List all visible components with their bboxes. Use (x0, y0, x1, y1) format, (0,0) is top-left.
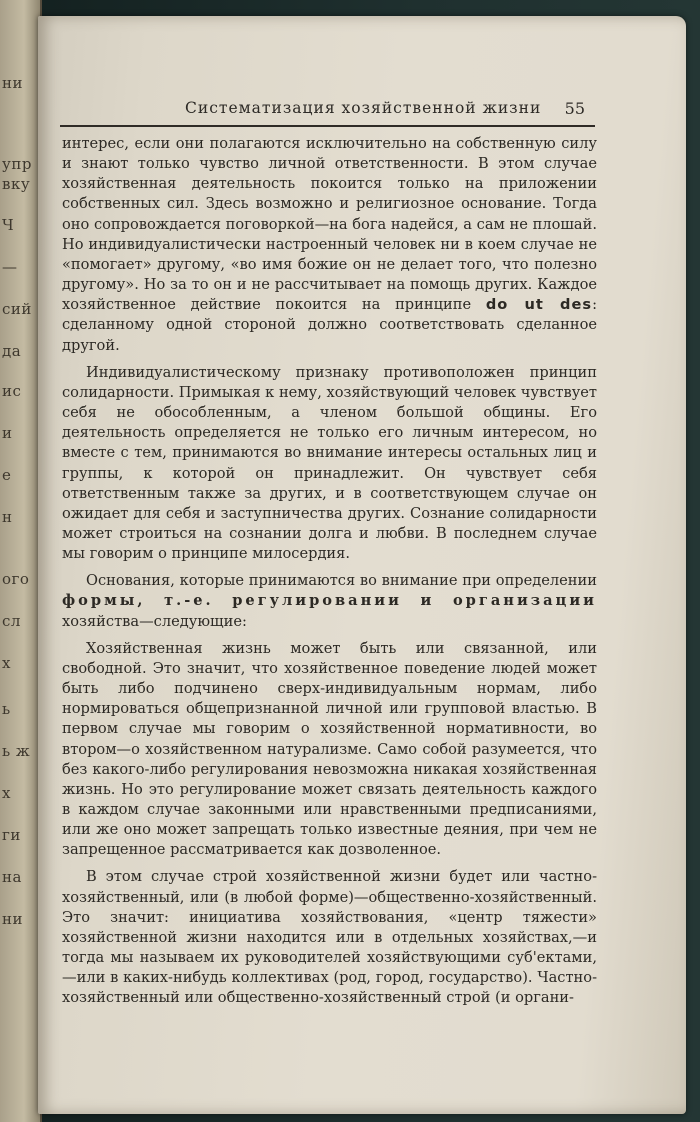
facing-page-fragment: х (2, 654, 11, 672)
body-text (62, 134, 597, 1016)
paragraph: Индивидуалистическому признаку противоположен принцип солидарности. Примыкая к нему, хозяйствующий человек чувствует себя не обособленным, а членом большой общины. Его деятельность определяется не только его личным интересом, но вместе с тем, принимаются во внимание интересы остальных лиц и группы, к которой он принадлежит. Он чувствует себя ответственным также за других, и в соответствующем случае он ожидает для себя и заступничества других. Сознание солидарности может строиться на сознании долга и любви. В последнем случае мы говорим о принципе милосердия. (62, 363, 598, 563)
facing-page-fragment: на (2, 868, 22, 886)
paragraph-text: хозяйства—следующие: (62, 612, 247, 630)
paragraph (62, 571, 597, 631)
facing-page-fragment: сл (2, 612, 21, 630)
facing-page-fragment: н (2, 508, 13, 526)
facing-page-fragment: е (2, 466, 12, 484)
facing-page-fragment: ого (2, 570, 30, 588)
running-header (60, 85, 595, 127)
paragraph-text: : сделанному одной стороной должно соответствовать сделанное другой. (62, 296, 597, 354)
paragraph: В этом случае строй хозяйственной жизни будет или частно-хозяйственный, или (в любой форме)—общественно-хозяйственный. Это значит: инициатива хозяйствования, «центр тяжести» хозяйственной жизни находится или в отдельных хозяйствах,—и тогда мы называем их руководителей хозяйствующими суб'ектами,—или в каких-нибудь коллективах (род, город, государство). Частно-хозяйственный или общественно-хозяйственный строй (и органи- (62, 868, 597, 1007)
paragraph-text: Основания, которые принимаются во внимание при определении (86, 572, 597, 590)
paragraph (62, 134, 597, 356)
paragraph-text: интерес, если они полагаются исключительно на собственную силу и знают только чувство личной ответственности. В этом случае хозяйственная деятельность покоится только на приложении собственных сил. Здесь возможно и религиозное основание. Тогда оно сопровождается поговоркой—на бога надейся, а сам не плошай. Но индивидуалистически настроенный человек ни в коем случае не «помогает» другому, «во имя божие он не делает того, что полезно другому». Но за то он и не рассчитывает на помощь других. Каждое хозяйственное действие покоится на принципе (62, 135, 597, 314)
facing-page-fragment: ги (2, 826, 21, 844)
spaced-emphasis: формы, т.-е. регулировании и организации (62, 592, 597, 610)
latin-phrase: do ut des (485, 296, 593, 314)
facing-page-fragment: — (2, 258, 18, 276)
facing-page-fragment: вку (2, 175, 31, 193)
facing-page-fragment: ь (2, 700, 11, 718)
running-title: Систематизация хозяйственной жизни (185, 99, 542, 117)
facing-page-fragment: упр (2, 155, 32, 173)
facing-page-fragment: х (2, 784, 11, 802)
facing-page-fragment: и (2, 424, 13, 442)
paragraph: Хозяйственная жизнь может быть или связанной, или свободной. Это значит, что хозяйственное поведение людей может быть либо подчинено сверх-индивидуальным нормам, либо нормироваться общепризнанной личной или групповой властью. В первом случае мы говорим о хозяйственной нормативности, во втором—о хозяйственном натурализме. Само собой разумеется, что без какого-либо регулирования невозможна никакая хозяйственная жизнь. Но это регулирование может связать деятельность каждого в каждом случае законными или нравственными предписаниями, или же оно может запрещать только известные деяния, при чем не запрещенное рассматривается как дозволенное. (62, 639, 597, 859)
facing-page-fragment: ни (2, 74, 23, 92)
page-number: 55 (564, 99, 585, 118)
facing-page-fragment: сий (2, 300, 32, 318)
facing-page-fragment: да (2, 342, 22, 360)
facing-page-fragment: ь ж (2, 742, 31, 760)
facing-page-fragment: ни (2, 910, 23, 928)
facing-page-edge (0, 0, 42, 1122)
facing-page-fragment: ис (2, 382, 22, 400)
facing-page-fragment: Ч (2, 216, 15, 234)
